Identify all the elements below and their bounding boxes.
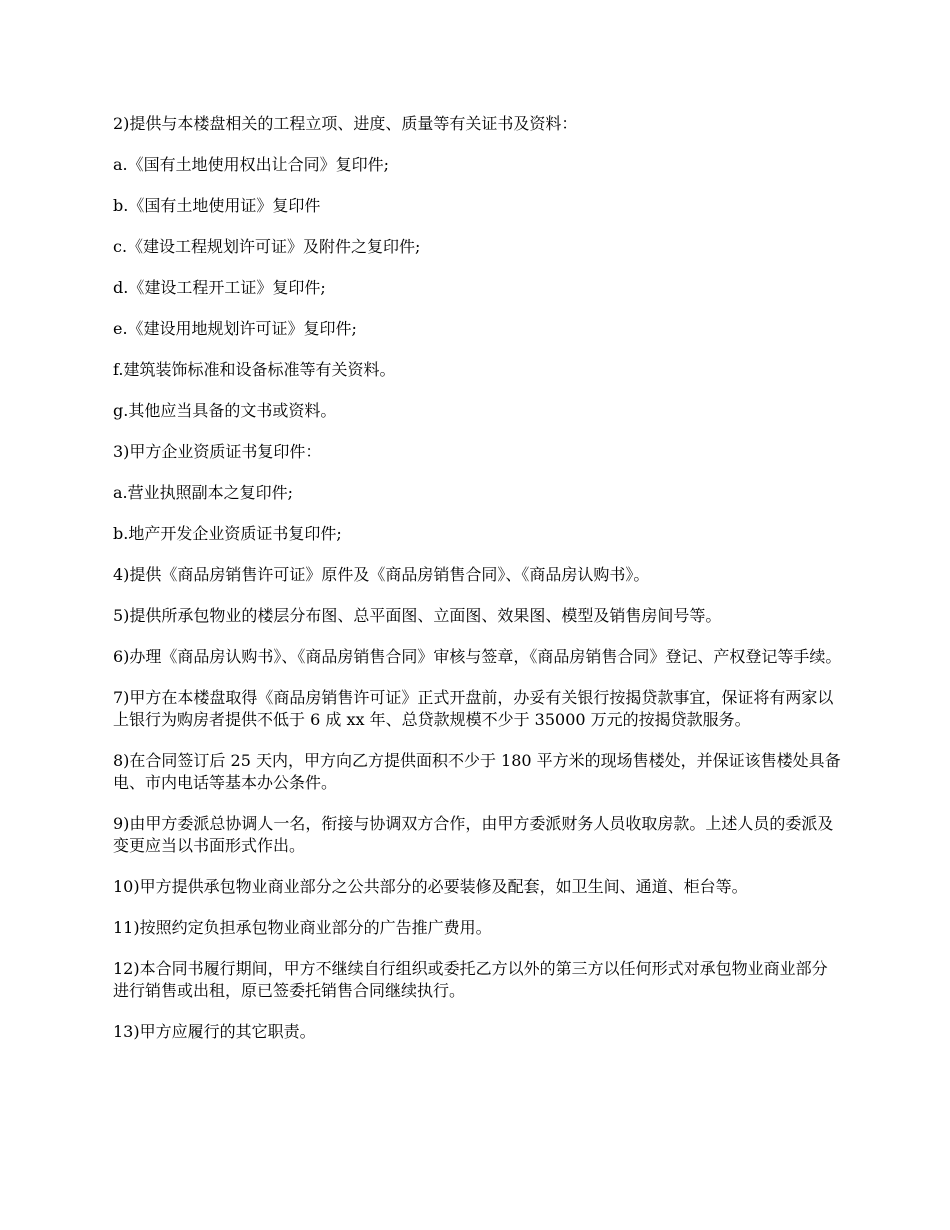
paragraph-item-6: 6)办理《商品房认购书》、《商品房销售合同》审核与签章，《商品房销售合同》登记、产权登记等手续。 [113, 647, 842, 666]
paragraph-item-2e: e.《建设用地规划许可证》复印件; [113, 319, 357, 338]
paragraph-item-3b: b.地产开发企业资质证书复印件; [113, 524, 342, 543]
paragraph-item-2c: c.《建设工程规划许可证》及附件之复印件; [113, 237, 421, 256]
paragraph-item-2: 2)提供与本楼盘相关的工程立项、进度、质量等有关证书及资料： [113, 114, 578, 133]
paragraph-item-2a: a.《国有土地使用权出让合同》复印件; [113, 155, 390, 174]
paragraph-item-3a: a.营业执照副本之复印件; [113, 483, 294, 502]
paragraph-item-10: 10)甲方提供承包物业商业部分之公共部分的必要装修及配套，如卫生间、通道、柜台等。 [113, 877, 748, 896]
paragraph-item-2b: b.《国有土地使用证》复印件 [113, 196, 321, 215]
paragraph-item-3: 3)甲方企业资质证书复印件： [113, 442, 322, 461]
paragraph-item-4: 4)提供《商品房销售许可证》原件及《商品房销售合同》、《商品房认购书》。 [113, 565, 650, 584]
paragraph-item-11: 11)按照约定负担承包物业商业部分的广告推广费用。 [113, 918, 492, 937]
paragraph-item-13: 13)甲方应履行的其它职责。 [113, 1022, 316, 1041]
paragraph-item-12: 12)本合同书履行期间，甲方不继续自行组织或委托乙方以外的第三方以任何形式对承包物业商业部分进行销售或出租，原已签委托销售合同继续执行。 [113, 959, 828, 1000]
paragraph-item-2g: g.其他应当具备的文书或资料。 [113, 401, 337, 420]
paragraph-item-8: 8)在合同签订后 25 天内，甲方向乙方提供面积不少于 180 平方米的现场售楼处，并保证该售楼处具备电、市内电话等基本办公条件。 [113, 751, 841, 792]
paragraph-item-2d: d.《建设工程开工证》复印件; [113, 278, 326, 297]
paragraph-item-9: 9)由甲方委派总协调人一名，衔接与协调双方合作，由甲方委派财务人员收取房款。上述人员的委派及变更应当以书面形式作出。 [113, 814, 834, 855]
document-body [113, 113, 843, 1062]
paragraph-item-7: 7)甲方在本楼盘取得《商品房销售许可证》正式开盘前，办妥有关银行按揭贷款事宜，保证将有两家以上银行为购房者提供不低于 6 成 xx 年、总贷款规模不少于 35000 万元的按揭贷款服务。 [113, 688, 834, 729]
paragraph-item-2f: f.建筑装饰标准和设备标准等有关资料。 [113, 360, 396, 379]
paragraph-item-5: 5)提供所承包物业的楼层分布图、总平面图、立面图、效果图、模型及销售房间号等。 [113, 606, 722, 625]
